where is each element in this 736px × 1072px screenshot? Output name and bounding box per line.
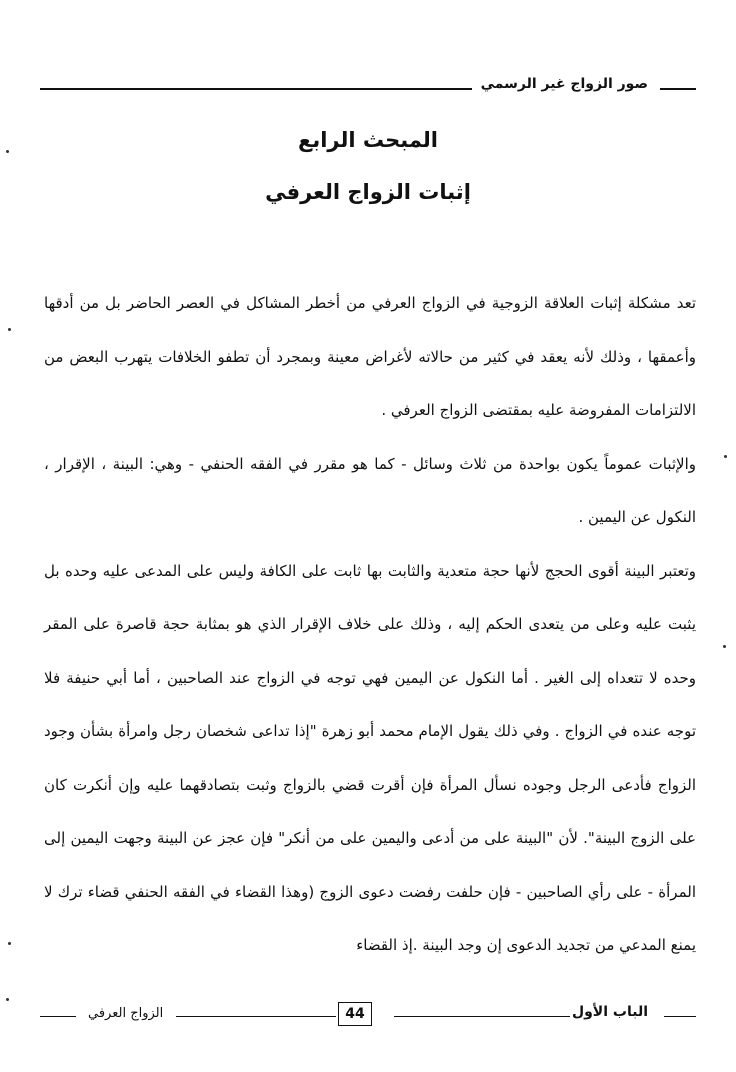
paragraph: وتعتبر البينة أقوى الحجج لأنها حجة متعدية والثابت بها ثابت على الكافة وليس على المدعى عليه وحده بل يثبت عليه وعلى من يتعدى الحكم إليه ، وذلك على خلاف الإقرار الذي هو بمثابة حجة قاصرة على المقر وحده لا تتعداه إلى الغير . أما النكول عن اليمين فهي توجه في الزواج عند الصاحبين ، أما أبي حنيفة فلا توجه عنده في الزواج . وفي ذلك يقول الإمام محمد أبو زهرة "إذا تداعى شخصان رجل وامرأة بشأن وجود الزواج فأدعى الرجل وجوده نسأل المرأة فإن أقرت قضي بالزواج وثبت بتصادقهما عليه وإن أنكرت كان على الزوج البينة". لأن "البينة على من أدعى واليمين على من أنكر" فإن عجز عن البينة وجهت اليمين إلى المرأة - على رأي الصاحبين - فإن حلفت رفضت دعوى الزوج (وهذا القضاء في الفقه الحنفي قضاء ترك لا يمنع المدعي من تجديد الدعوى إن وجد البينة .إذ القضاء [44, 561, 696, 954]
scan-speck [6, 150, 9, 153]
section-label: المبحث الرابع [298, 128, 438, 152]
footer-book-title: الزواج العرفي [88, 1006, 164, 1021]
scan-speck [6, 998, 9, 1001]
running-header-title: صور الزواج غير الرسمي [480, 76, 648, 92]
scan-speck [8, 942, 11, 945]
paragraph: تعد مشكلة إثبات العلاقة الزوجية في الزواج العرفي من أخطر المشاكل في العصر الحاضر بل من أدقها وأعمقها ، وذلك لأنه يعقد في كثير من حالاته لأغراض معينة وبمجرد أن تطفو الخلافات يتهرب البعض من الالتزامات المفروضة عليه بمقتضى الزواج العرفي . [44, 294, 696, 419]
page-footer [40, 1000, 696, 1040]
scan-speck [8, 328, 11, 331]
body-text [44, 277, 696, 973]
footer-rule [394, 1016, 570, 1017]
running-header [40, 76, 696, 100]
footer-rule [664, 1016, 696, 1017]
scan-speck [723, 645, 726, 648]
footer-rule [40, 1016, 76, 1017]
page-number: 44 [338, 1002, 372, 1026]
footer-rule [176, 1016, 336, 1017]
scan-speck [724, 455, 727, 458]
section-title: إثبات الزواج العرفي [265, 180, 471, 204]
header-rule [40, 88, 472, 90]
header-rule [660, 88, 696, 90]
paragraph: والإثبات عموماً يكون بواحدة من ثلاث وسائل - كما هو مقرر في الفقه الحنفي - وهي: البينة ، الإقرار ، النكول عن اليمين . [44, 454, 696, 526]
footer-chapter: الباب الأول [571, 1004, 648, 1020]
